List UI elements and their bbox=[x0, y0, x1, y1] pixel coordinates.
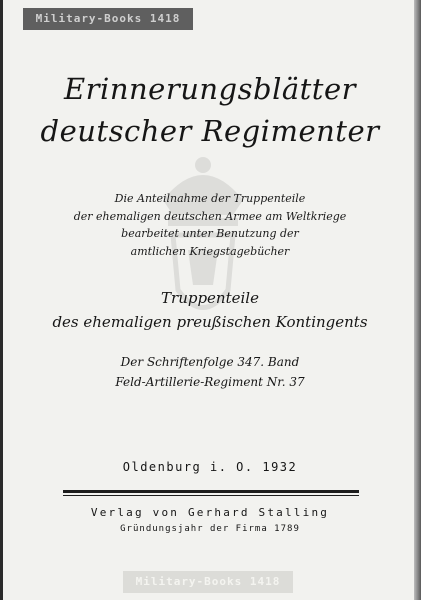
publisher-name: Verlag von Gerhard Stalling bbox=[90, 506, 330, 519]
subtitle-line-1: Truppenteile bbox=[161, 289, 259, 307]
watermark-bottom: Military-Books 1418 bbox=[123, 571, 293, 593]
subtitle-line-2: des ehemaligen preußischen Kontingents bbox=[52, 313, 368, 331]
regiment-name: Feld-Artillerie-Regiment Nr. 37 bbox=[115, 375, 305, 389]
divider-thick bbox=[63, 490, 359, 493]
title-line-1: Erinnerungsblätter bbox=[64, 72, 356, 106]
title-line-2: deutscher Regimenter bbox=[40, 114, 380, 148]
description-line-2: der ehemaligen deutschen Armee am Weltkriege bbox=[73, 210, 347, 223]
crown-crest-icon bbox=[133, 140, 273, 340]
description-line-3: bearbeitet unter Benutzung der bbox=[121, 227, 299, 240]
series-volume: Der Schriftenfolge 347. Band bbox=[120, 355, 300, 369]
page-edge-shadow bbox=[414, 0, 421, 600]
description-line-4: amtlichen Kriegstagebücher bbox=[130, 245, 290, 258]
watermark-top: Military-Books 1418 bbox=[23, 8, 193, 30]
place-and-date: Oldenburg i. O. 1932 bbox=[122, 460, 298, 474]
description-line-1: Die Anteilnahme der Truppenteile bbox=[114, 192, 306, 205]
publisher-founding-year: Gründungsjahr der Firma 1789 bbox=[120, 524, 300, 534]
divider-thin bbox=[63, 495, 359, 496]
